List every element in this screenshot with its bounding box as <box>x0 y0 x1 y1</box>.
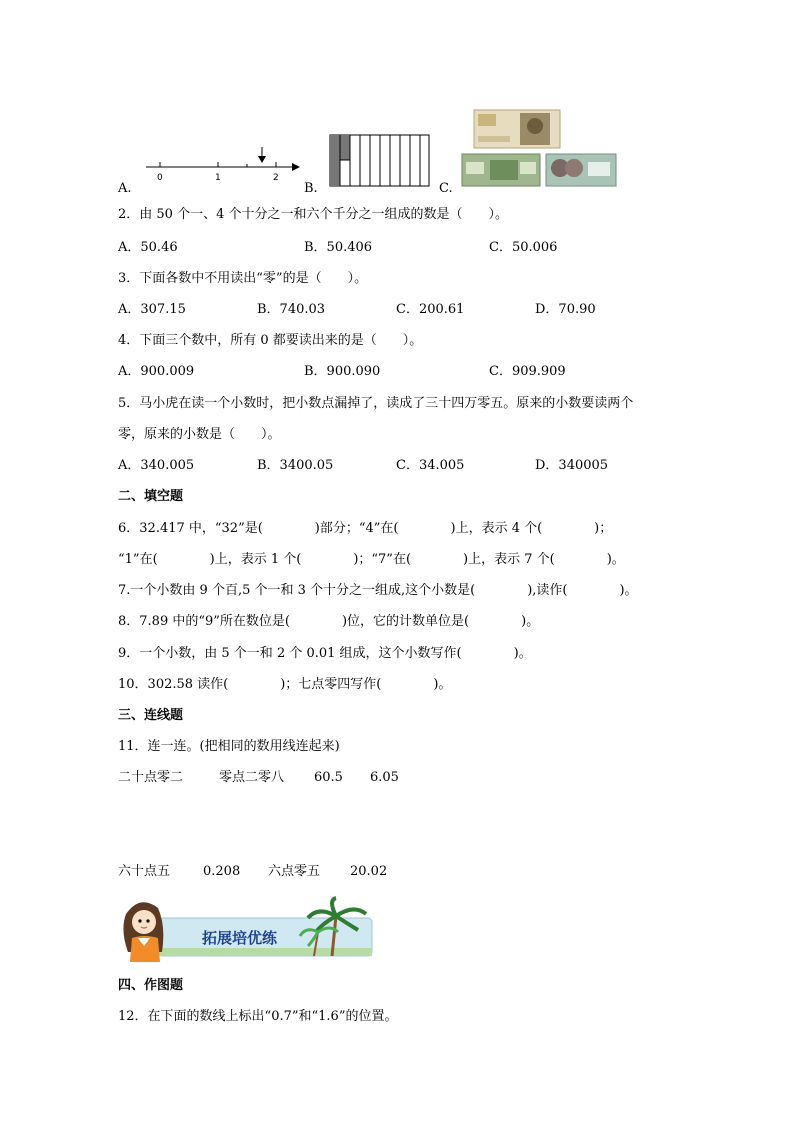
q4-option-c[interactable]: C．909.909 <box>489 364 566 379</box>
extension-practice-banner <box>118 896 376 962</box>
question-8: 8．7.89 中的“9”所在数位是( )位，它的计数单位是( )。 <box>118 614 540 629</box>
match-bottom-item-4[interactable]: 20.02 <box>350 864 388 879</box>
question-11: 11．连一连。(把相同的数用线连起来) <box>118 739 340 754</box>
match-bottom-item-1[interactable]: 六十点五 <box>118 864 171 879</box>
q3-option-c[interactable]: C．200.61 <box>396 302 465 317</box>
match-bottom-item-2[interactable]: 0.208 <box>203 864 241 879</box>
fraction-bars-figure <box>329 134 431 188</box>
match-top-item-4[interactable]: 6.05 <box>370 770 399 785</box>
question-5-line-1: 5．马小虎在读一个小数时，把小数点漏掉了，读成了三十四万零五。原来的小数要读两个 <box>118 396 634 411</box>
match-bottom-item-3[interactable]: 六点零五 <box>268 864 321 879</box>
q4-option-b[interactable]: B．900.090 <box>304 364 381 379</box>
q2-option-c[interactable]: C．50.006 <box>489 240 558 255</box>
section-heading-fill-in: 二、填空题 <box>118 489 184 504</box>
question-3: 3．下面各数中不用读出“零”的是（ ）。 <box>118 271 368 286</box>
girl-face <box>132 910 156 934</box>
tick-1: 1 <box>215 173 221 183</box>
match-top-item-3[interactable]: 60.5 <box>314 770 343 785</box>
question-9: 9．一个小数，由 5 个一和 2 个 0.01 组成，这个小数写作( )。 <box>118 646 532 661</box>
number-line-figure <box>140 142 305 184</box>
question-6-line-2: “1”在( )上，表示 1 个( )；“7”在( )上，表示 7 个( )。 <box>118 552 625 567</box>
question-6-line-1: 6．32.417 中，“32”是( )部分；“4”在( )上，表示 4 个( )； <box>118 521 613 536</box>
section-heading-drawing: 四、作图题 <box>118 978 184 993</box>
q3-option-d[interactable]: D．70.90 <box>535 302 596 317</box>
q5-option-c[interactable]: C．34.005 <box>396 458 465 473</box>
banner-title: 拓展培优练 <box>202 929 278 947</box>
q4-option-a[interactable]: A．900.009 <box>118 364 195 379</box>
question-12: 12．在下面的数线上标出“0.7”和“1.6”的位置。 <box>118 1009 398 1024</box>
tick-0: 0 <box>157 173 163 183</box>
question-4: 4．下面三个数中，所有 0 都要读出来的是（ ）。 <box>118 333 423 348</box>
question-5-line-2: 零，原来的小数是（ ）。 <box>118 427 281 442</box>
q1-option-a-label: A. <box>118 181 132 196</box>
q5-option-b[interactable]: B．3400.05 <box>257 458 334 473</box>
question-10: 10．302.58 读作( )；七点零四写作( )。 <box>118 677 452 692</box>
match-top-item-2[interactable]: 零点二零八 <box>219 770 285 785</box>
arrow-marker-icon <box>258 156 266 163</box>
q5-option-a[interactable]: A．340.005 <box>118 458 195 473</box>
q2-option-b[interactable]: B．50.406 <box>304 240 373 255</box>
q3-option-a[interactable]: A．307.15 <box>118 302 186 317</box>
q3-option-b[interactable]: B．740.03 <box>257 302 326 317</box>
q2-option-a[interactable]: A．50.46 <box>118 240 178 255</box>
question-7: 7.一个小数由 9 个百,5 个一和 3 个十分之一组成,这个小数是( ),读作( )。 <box>118 583 638 598</box>
q1-option-b-label: B. <box>304 181 318 196</box>
q1-option-c-label: C. <box>439 181 453 196</box>
banknotes-figure <box>460 108 618 190</box>
section-heading-matching: 三、连线题 <box>118 708 184 723</box>
question-2: 2．由 50 个一、4 个十分之一和六个千分之一组成的数是（ ）。 <box>118 207 508 222</box>
q5-option-d[interactable]: D．340005 <box>535 458 609 473</box>
match-top-item-1[interactable]: 二十点零二 <box>118 770 184 785</box>
tick-2: 2 <box>273 173 279 183</box>
